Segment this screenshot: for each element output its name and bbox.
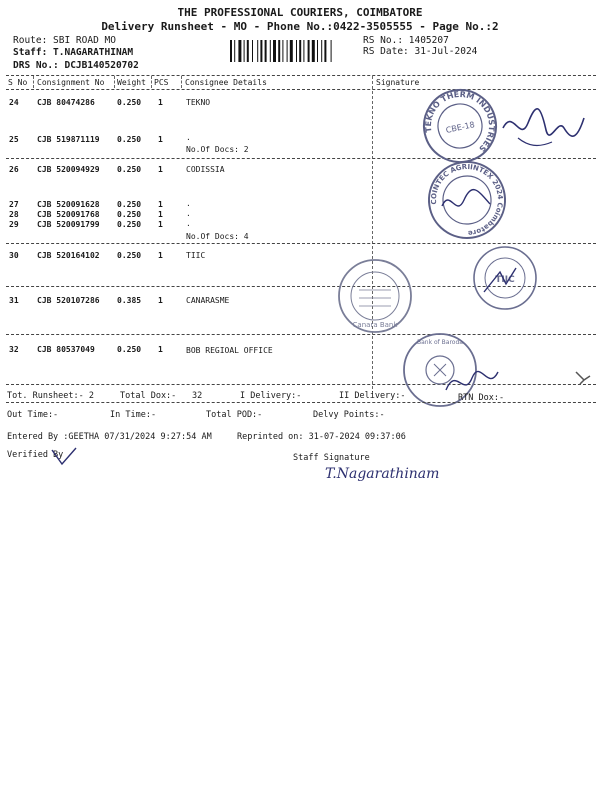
- row-consignee: CANARASME: [186, 296, 230, 305]
- row-pcs: 1: [158, 200, 163, 209]
- row-pcs: 1: [158, 98, 163, 107]
- total-dox-label: Total Dox:-: [120, 391, 177, 401]
- row-sno: 27: [9, 200, 19, 209]
- tiic-signature-icon: [480, 262, 520, 302]
- col-header-consignee: Consignee Details: [185, 78, 267, 87]
- svg-text:COINTEC AGRIINTEX 2024 Coimbat: COINTEC AGRIINTEX 2024 Coimbatore: [429, 162, 505, 238]
- ii-delivery: II Delivery:-: [339, 391, 406, 401]
- row-consignee: .: [186, 219, 191, 228]
- row-weight: 0.250: [117, 200, 142, 209]
- tot-runsheet: Tot. Runsheet:- 2: [7, 391, 94, 401]
- svg-text:Bank of Baroda: Bank of Baroda: [417, 339, 463, 346]
- row-sno: 25: [9, 135, 19, 144]
- codissia-signature-icon: [438, 182, 498, 222]
- row-rule: [6, 334, 596, 335]
- col-sep: [33, 76, 34, 88]
- table-bottom-rule: [6, 384, 596, 385]
- svg-text:TEKNO THERM INDUSTRIES: TEKNO THERM INDUSTRIES: [423, 89, 497, 154]
- col-header-weight: Weight: [117, 78, 146, 87]
- header-rule: [6, 89, 596, 90]
- row-consignee: .: [186, 133, 191, 142]
- row-consignment: CJB 520094929: [37, 165, 100, 174]
- col-sep: [151, 76, 152, 88]
- row-sno: 31: [9, 296, 19, 305]
- row-sno: 28: [9, 210, 19, 219]
- rs-date: RS Date: 31-Jul-2024: [363, 46, 478, 57]
- row-weight: 0.250: [117, 345, 142, 354]
- staff-handwritten-signature: T.Nagarathinam: [325, 466, 440, 482]
- row-weight: 0.385: [117, 296, 142, 305]
- row-consignment: CJB 519871119: [37, 135, 100, 144]
- total-pod: Total POD:-: [206, 410, 263, 420]
- row-consignee: TIIC: [186, 251, 206, 260]
- receiver-signature-icon: [498, 98, 588, 158]
- col-header-signature: Signature: [376, 78, 420, 87]
- row-sno: 32: [9, 345, 19, 354]
- row-pcs: 1: [158, 210, 163, 219]
- row-consignee: .: [186, 209, 191, 218]
- signature-col-sep: [372, 76, 373, 394]
- barcode-icon: [230, 40, 358, 62]
- total-dox-value: 32: [192, 391, 203, 401]
- row-weight: 0.250: [117, 210, 142, 219]
- row-consignment: CJB 520091628: [37, 200, 100, 209]
- out-time: Out Time:-: [7, 410, 59, 420]
- col-header-consignment: Consignment No: [37, 78, 105, 87]
- row-consignee: .: [186, 199, 191, 208]
- row-consignment: CJB 520091768: [37, 210, 100, 219]
- row-pcs: 1: [158, 220, 163, 229]
- row-weight: 0.250: [117, 251, 142, 260]
- row-sno: 30: [9, 251, 19, 260]
- drs-number: DRS No.: DCJB140520702: [13, 60, 139, 71]
- col-header-pcs: PCS: [154, 78, 169, 87]
- staff-label: Staff: T.NAGARATHINAM: [13, 47, 134, 58]
- svg-text:CBE-18: CBE-18: [445, 120, 476, 135]
- row-docs-count: No.Of Docs: 4: [186, 232, 249, 241]
- reprinted-on: Reprinted on: 31-07-2024 09:37:06: [237, 432, 406, 442]
- route-label: Route: SBI ROAD MO: [13, 35, 116, 46]
- company-name: THE PROFESSIONAL COURIERS, COIMBATORE: [177, 6, 423, 19]
- runsheet-subtitle: Delivery Runsheet - MO - Phone No.:0422-3505555 - Page No.:2: [101, 20, 499, 33]
- i-delivery: I Delivery:-: [240, 391, 302, 401]
- row-sno: 24: [9, 98, 19, 107]
- tekno-stamp-icon: [420, 86, 500, 166]
- row-consignee: CODISSIA: [186, 165, 225, 174]
- rs-number: RS No.: 1405207: [363, 35, 449, 46]
- scan-mark-icon: [574, 368, 594, 388]
- row-sno: 26: [9, 165, 19, 174]
- row-consignee: TEKNO: [186, 98, 211, 107]
- row-consignment: CJB 520107286: [37, 296, 100, 305]
- in-time: In Time:-: [110, 410, 157, 420]
- col-sep: [114, 76, 115, 88]
- verified-by: Verified By: [7, 450, 64, 460]
- col-header-sno: S No: [8, 78, 28, 87]
- canara-stamp-icon: [335, 256, 415, 336]
- row-weight: 0.250: [117, 98, 142, 107]
- row-pcs: 1: [158, 345, 163, 354]
- row-consignment: CJB 520091799: [37, 220, 100, 229]
- row-sno: 29: [9, 220, 19, 229]
- footer-rule: [6, 402, 596, 403]
- svg-text:Canara Bank: Canara Bank: [352, 321, 398, 329]
- row-pcs: 1: [158, 296, 163, 305]
- row-weight: 0.250: [117, 220, 142, 229]
- rtn-dox: RTN Dox:-: [458, 393, 505, 403]
- delvy-points: Delvy Points:-: [313, 410, 385, 420]
- row-consignee: BOB REGIOAL OFFICE: [186, 346, 273, 355]
- staff-signature-label: Staff Signature: [293, 453, 370, 463]
- table-top-rule: [6, 75, 596, 76]
- row-pcs: 1: [158, 251, 163, 260]
- row-pcs: 1: [158, 165, 163, 174]
- row-docs-count: No.Of Docs: 2: [186, 145, 249, 154]
- row-consignment: CJB 80537049: [37, 345, 95, 354]
- row-weight: 0.250: [117, 165, 142, 174]
- row-weight: 0.250: [117, 135, 142, 144]
- col-sep: [181, 76, 182, 88]
- row-consignment: CJB 80474286: [37, 98, 95, 107]
- entered-by: Entered By :GEETHA 07/31/2024 9:27:54 AM: [7, 432, 212, 442]
- row-consignment: CJB 520164102: [37, 251, 100, 260]
- row-pcs: 1: [158, 135, 163, 144]
- svg-text:TIIC: TIIC: [495, 275, 515, 285]
- verified-mark-icon: [50, 446, 80, 468]
